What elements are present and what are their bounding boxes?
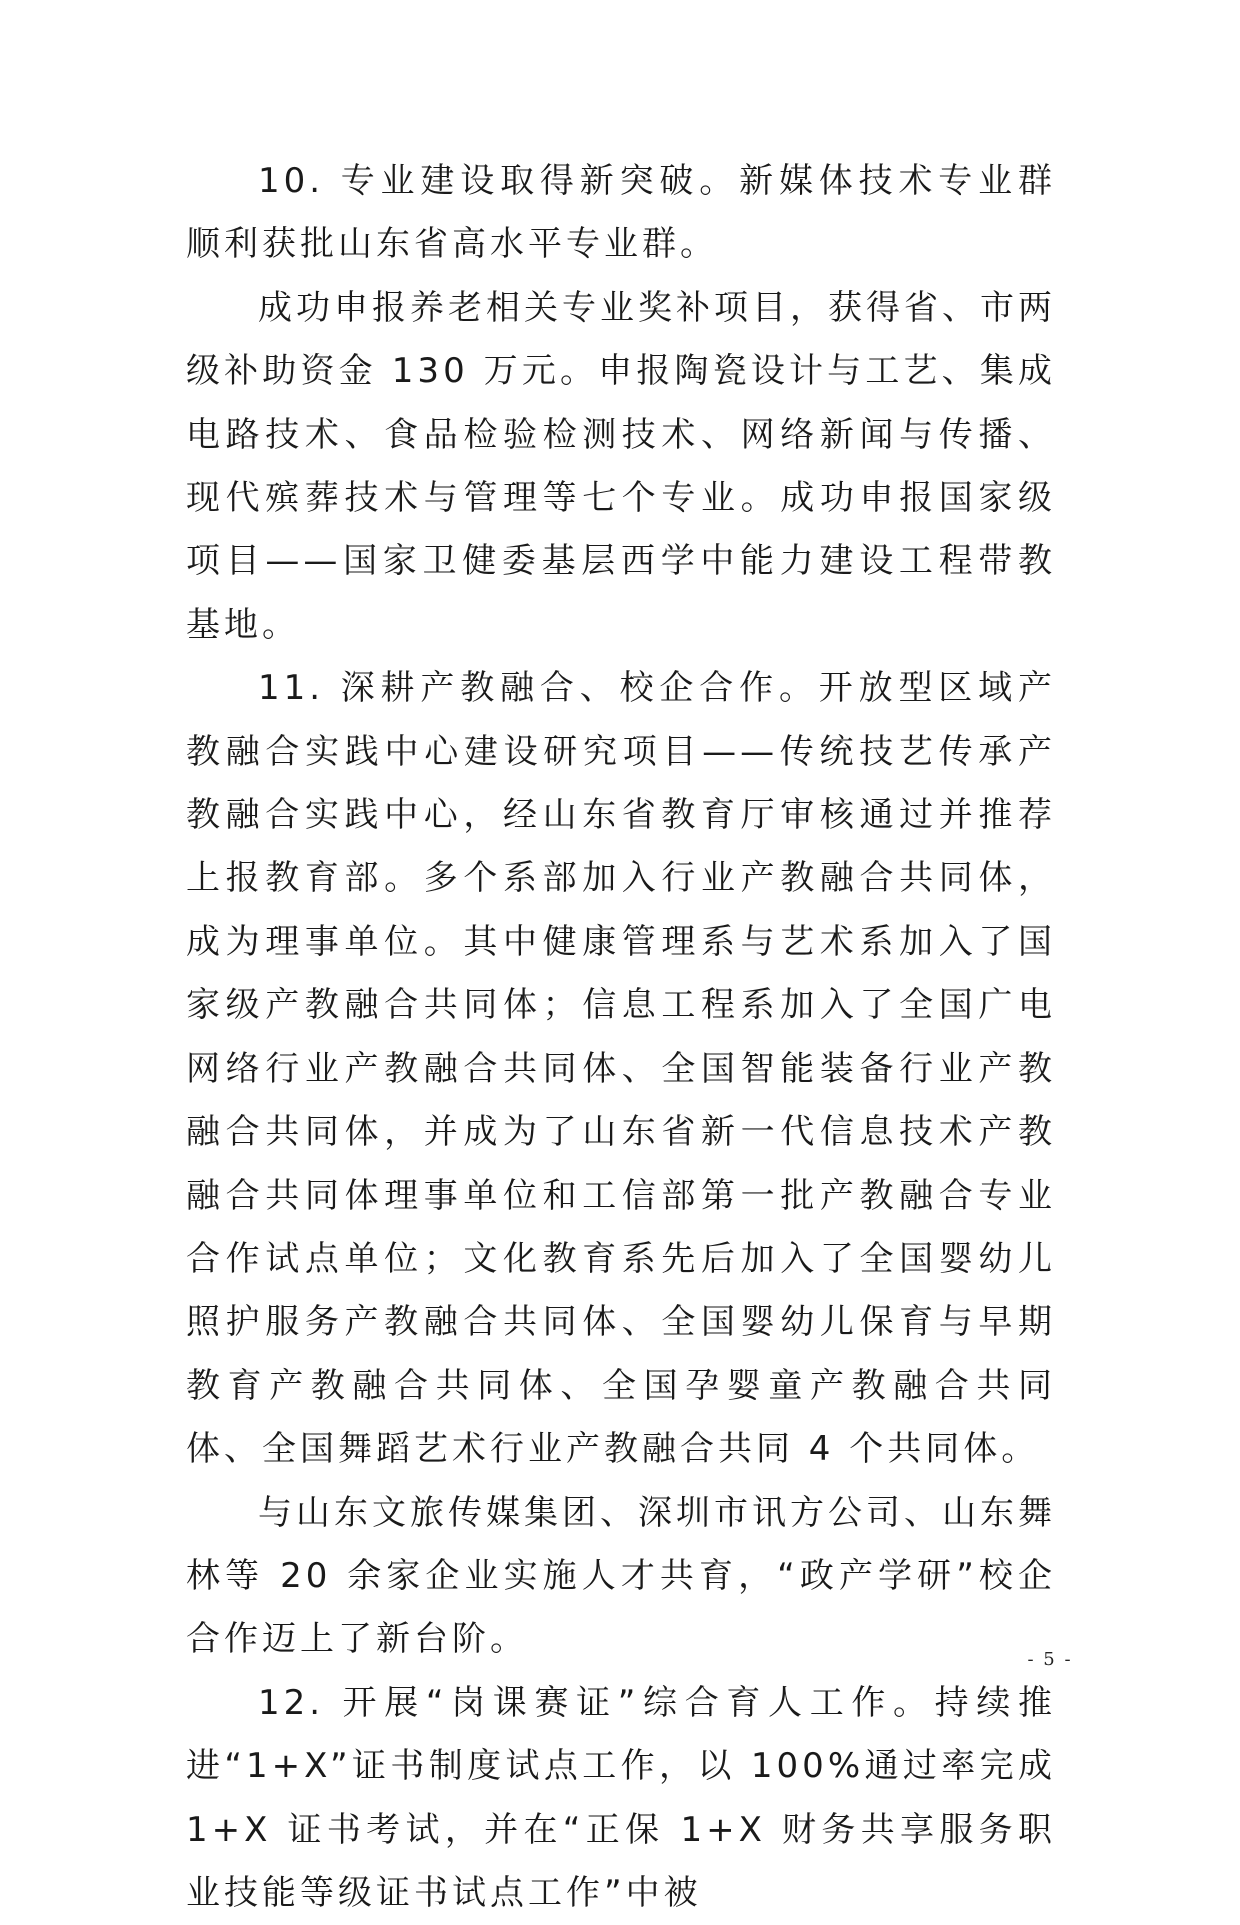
page-number: - 5 - [1027,1649,1073,1670]
body-text [186,150,1056,1925]
paragraph-post-course-competition-certificate: 12. 开展“岗课赛证”综合育人工作。持续推进“1+X”证书制度试点工作，以 100%通过率完成 1+X 证书考试，并在“正保 1+X 财务共享服务职业技能等级证书试点工作”中被 [186,1682,1056,1913]
paragraph-enterprise-cooperation: 与山东文旅传媒集团、深圳市讯方公司、山东舞林等 20 余家企业实施人才共育，“政产学研”校企合作迈上了新台阶。 [186,1492,1056,1660]
paragraph-industry-education-integration: 11. 深耕产教融合、校企合作。开放型区域产教融合实践中心建设研究项目——传统技艺传承产教融合实践中心，经山东省教育厅审核通过并推荐上报教育部。多个系部加入行业产教融合共同体，成为理事单位。其中健康管理系与艺术系加入了国家级产教融合共同体；信息工程系加入了全国广电网络行业产教融合共同体、全国智能装备行业产教融合共同体，并成为了山东省新一代信息技术产教融合共同体理事单位和工信部第一批产教融合专业合作试点单位；文化教育系先后加入了全国婴幼儿照护服务产教融合共同体、全国婴幼儿保育与早期教育产教融合共同体、全国孕婴童产教融合共同体、全国舞蹈艺术行业产教融合共同 4 个共同体。 [186,668,1056,1470]
paragraph-project-applications: 成功申报养老相关专业奖补项目，获得省、市两级补助资金 130 万元。申报陶瓷设计与工艺、集成电路技术、食品检验检测技术、网络新闻与传播、现代殡葬技术与管理等七个专业。成功申报国家级项目——国家卫健委基层西学中能力建设工程带教基地。 [186,287,1056,645]
paragraph-professional-construction: 10. 专业建设取得新突破。新媒体技术专业群顺利获批山东省高水平专业群。 [186,161,1056,265]
